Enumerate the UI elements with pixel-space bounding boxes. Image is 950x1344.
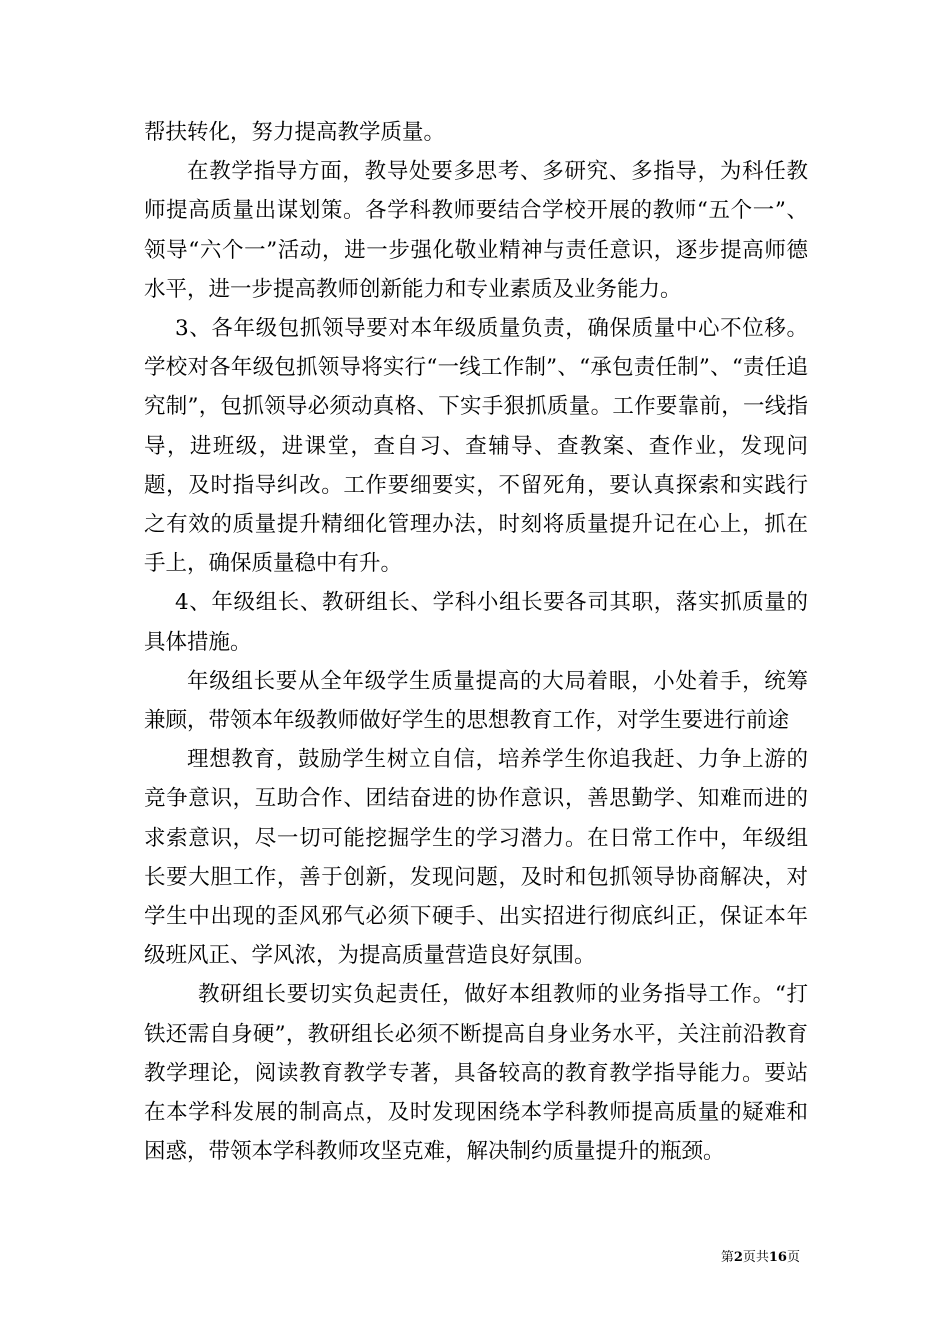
total-pages-number: 16 (768, 1250, 787, 1265)
page-number-suffix: 页 (786, 1250, 800, 1265)
page-number-prefix: 第 (720, 1250, 734, 1265)
current-page-number: 2 (733, 1250, 743, 1265)
page-number (721, 1246, 800, 1265)
paragraph-1: 帮扶转化，努力提高教学质量。 (144, 120, 446, 145)
paragraph-3: 3、各年级包抓领导要对本年级质量负责，确保质量中心不位移。学校对各年级包抓领导将实行“一线工作制”、“承包责任制”、“责任追究制”，包抓领导必须动真格、下实手狠抓质量。工作要靠前，一线指导，进班级，进课堂，查自习、查辅导、查教案、查作业，发现问题，及时指导纠改。工作要细要实，不留死角，要认真探索和实践行之有效的质量提升精细化管理办法，时刻将质量提升记在心上，抓在手上，确保质量稳中有升。 (144, 316, 808, 577)
paragraph-7: 教研组长要切实负起责任，做好本组教师的业务指导工作。“打铁还需自身硬”，教研组长必须不断提高自身业务水平，关注前沿教育教学理论，阅读教育教学专著，具备较高的教育教学指导能力。要站在本学科发展的制高点，及时发现困绕本学科教师提高质量的疑难和困惑，带领本学科教师攻坚克难，解决制约质量提升的瓶颈。 (144, 982, 808, 1165)
paragraph-6: 理想教育，鼓励学生树立自信，培养学生你追我赶、力争上游的竞争意识，互助合作、团结奋进的协作意识，善思勤学、知难而进的求索意识，尽一切可能挖掘学生的学习潜力。在日常工作中，年级组长要大胆工作，善于创新，发现问题，及时和包抓领导协商解决，对学生中出现的歪风邪气必须下硬手、出实招进行彻底纠正，保证本年级班风正、学风浓，为提高质量营造良好氛围。 (144, 747, 808, 969)
paragraph-5: 年级组长要从全年级学生质量提高的大局着眼，小处着手，统筹兼顾，带领本年级教师做好学生的思想教育工作，对学生要进行前途 (144, 668, 808, 734)
paragraph-2: 在教学指导方面，教导处要多思考、多研究、多指导，为科任教师提高质量出谋划策。各学科教师要结合学校开展的教师“五个一”、领导“六个一”活动，进一步强化敬业精神与责任意识，逐步提高师德水平，进一步提高教师创新能力和专业素质及业务能力。 (144, 159, 808, 302)
document-body (144, 113, 808, 1171)
page-number-middle: 页共 (742, 1250, 769, 1265)
paragraph-4: 4、年级组长、教研组长、学科小组长要各司其职，落实抓质量的具体措施。 (144, 590, 808, 655)
